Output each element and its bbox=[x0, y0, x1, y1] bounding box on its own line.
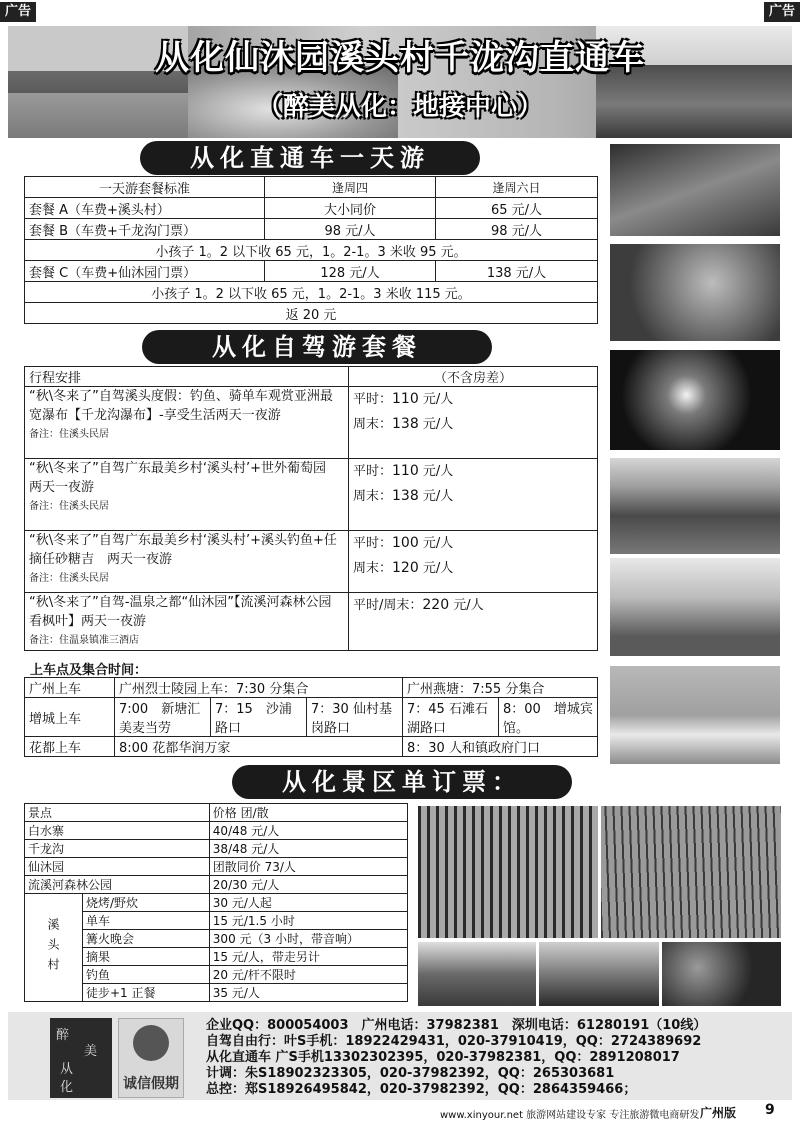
table-row bbox=[25, 804, 408, 822]
package-name: 套餐 B（车费+千龙沟门票） bbox=[25, 219, 265, 240]
spot-name: 白水寨 bbox=[25, 822, 210, 840]
header-cell: 逢周六日 bbox=[436, 177, 598, 198]
column-header: （不含房差） bbox=[349, 367, 598, 387]
activity-name: 徒步+1 正餐 bbox=[83, 984, 210, 1002]
price-cell: 98 元/人 bbox=[436, 219, 598, 240]
table-row bbox=[25, 930, 408, 948]
contact-line: 自驾自由行：叶S手机：18922429431，020-37910419，QQ：2724389692 bbox=[206, 1034, 702, 1049]
daytrip-table bbox=[24, 176, 598, 324]
activity-price: 300 元（3 小时，带音响） bbox=[209, 930, 407, 948]
child-note: 小孩子 1。2 以下收 65 元，1。2-1。3 米收 115 元。 bbox=[25, 282, 598, 303]
section-title-tickets: 从化景区单订票： bbox=[232, 765, 572, 799]
itinerary-note: 备注：住溪头民居 bbox=[29, 501, 109, 512]
banner bbox=[8, 26, 792, 138]
refund-note: 返 20 元 bbox=[25, 303, 598, 324]
site-line: www.xinyour.net 旅游网站建设专家 专注旅游微电商研发 bbox=[440, 1110, 700, 1121]
table-row: “秋\冬来了”自驾广东最美乡村‘溪头村’+世外葡萄园 两天一夜游 备注：住溪头民居 平时：110 元/人 周末：138 元/人 bbox=[25, 459, 598, 531]
table-row bbox=[25, 678, 598, 698]
spot-price: 团散同价 73/人 bbox=[209, 858, 407, 876]
activity-name: 钓鱼 bbox=[83, 966, 210, 984]
pickup-title: 上车点及集合时间： bbox=[30, 663, 148, 678]
pickup-point: 8:00 花都华润万家 bbox=[115, 737, 403, 757]
logo-text: 诚信假期 bbox=[123, 1076, 179, 1092]
section-title-daytrip: 从化直通车一天游 bbox=[140, 141, 480, 175]
itinerary-desc: “秋\冬来了”自驾溪头度假：钓鱼、骑单车观赏亚洲最宽瀑布【千龙沟瀑布】-享受生活两天一夜游 bbox=[29, 389, 333, 423]
table-row bbox=[25, 876, 408, 894]
price-cell: 大小同价 bbox=[265, 198, 436, 219]
pickup-point: 7：45 石滩石湖路口 bbox=[403, 698, 499, 737]
table-row bbox=[25, 894, 408, 912]
town-photo bbox=[539, 942, 659, 1006]
activity-price: 15 元/人，带走另计 bbox=[209, 948, 407, 966]
bridge-photo bbox=[610, 144, 780, 236]
price-cell: 65 元/人 bbox=[436, 198, 598, 219]
header-cell: 逢周四 bbox=[265, 177, 436, 198]
table-row bbox=[25, 261, 598, 282]
pickup-point: 广州燕塘：7:55 分集合 bbox=[403, 678, 598, 698]
edition-label: 广州版 bbox=[700, 1106, 737, 1120]
banner-subtitle: （醉美从化：地接中心） bbox=[256, 92, 543, 122]
village-label: 溪头村 bbox=[25, 894, 83, 1002]
room-photo bbox=[610, 666, 780, 764]
table-row bbox=[25, 737, 598, 757]
price-cell: 128 元/人 bbox=[265, 261, 436, 282]
section-title-selfdrive: 从化自驾游套餐 bbox=[142, 330, 492, 364]
column-header: 景点 bbox=[25, 804, 210, 822]
contact-line: 从化直通车 广S手机13302302395，020-37982381，QQ：2891208017 bbox=[206, 1050, 680, 1065]
spot-name: 千龙沟 bbox=[25, 840, 210, 858]
table-row bbox=[25, 698, 598, 737]
tickets-table bbox=[24, 803, 408, 1002]
contact-lines bbox=[206, 1018, 706, 1098]
table-row bbox=[25, 240, 598, 261]
picking-photo bbox=[610, 244, 780, 341]
pickup-city: 广州上车 bbox=[25, 678, 115, 698]
table-row bbox=[25, 198, 598, 219]
contact-footer bbox=[8, 1012, 792, 1100]
activity-name: 篝火晚会 bbox=[83, 930, 210, 948]
contact-line: 计调：朱S18902323305，020-37982392，QQ：265303681 bbox=[206, 1066, 615, 1081]
table-row bbox=[25, 840, 408, 858]
activity-price: 20 元/杆不限时 bbox=[209, 966, 407, 984]
table-row bbox=[25, 948, 408, 966]
pickup-point: 7：30 仙村基岗路口 bbox=[307, 698, 403, 737]
contact-line: 企业QQ：800054003 广州电话：37982381 深圳电话：61280191（10线） bbox=[206, 1018, 707, 1033]
itinerary-desc-2: 两天一夜游 bbox=[29, 480, 95, 495]
bamboo-photo-2 bbox=[601, 806, 781, 938]
activity-name: 单车 bbox=[83, 912, 210, 930]
hotel-photo bbox=[610, 558, 780, 656]
pickup-table bbox=[24, 677, 598, 757]
spot-price: 20/30 元/人 bbox=[209, 876, 407, 894]
table-row bbox=[25, 303, 598, 324]
activity-name: 烧烤/野炊 bbox=[83, 894, 210, 912]
pickup-point: 8：00 增城宾馆。 bbox=[499, 698, 598, 737]
activity-price: 30 元/人起 bbox=[209, 894, 407, 912]
header-cell: 一天游套餐标准 bbox=[25, 177, 265, 198]
zuimei-logo: 醉 美 从 化 bbox=[50, 1018, 112, 1098]
table-row bbox=[25, 984, 408, 1002]
bamboo-photo-1 bbox=[418, 806, 598, 938]
table-row bbox=[25, 219, 598, 240]
table-row: “秋\冬来了”自驾-温泉之都“仙沐园”【流溪河森林公园看枫叶】两天一夜游 备注：住温泉镇准三酒店 平时/周末：220 元/人 bbox=[25, 593, 598, 651]
column-header: 价格 团/散 bbox=[209, 804, 407, 822]
itinerary-desc: “秋\冬来了”自驾广东最美乡村‘溪头村’+溪头钓鱼+任摘任砂糖吉 两天一夜游 bbox=[29, 533, 337, 567]
spot-name: 流溪河森林公园 bbox=[25, 876, 210, 894]
pickup-city: 增城上车 bbox=[25, 698, 115, 737]
village-house-photo bbox=[418, 942, 536, 1006]
itinerary-desc: “秋\冬来了”自驾-温泉之都“仙沐园”【流溪河森林公园看枫叶】两天一夜游 bbox=[29, 595, 332, 629]
table-row bbox=[25, 912, 408, 930]
vineyard-photo bbox=[610, 458, 780, 554]
package-name: 套餐 C（车费+仙沐园门票） bbox=[25, 261, 265, 282]
table-row: “秋\冬来了”自驾广东最美乡村‘溪头村’+溪头钓鱼+任摘任砂糖吉 两天一夜游 备注：住溪头民居 平时：100 元/人 周末：120 元/人 bbox=[25, 531, 598, 593]
child-note: 小孩子 1。2 以下收 65 元，1。2-1。3 米收 95 元。 bbox=[25, 240, 598, 261]
pickup-point: 8：30 人和镇政府门口 bbox=[403, 737, 598, 757]
itinerary-desc: “秋\冬来了”自驾广东最美乡村‘溪头村’+世外葡萄园 bbox=[29, 461, 327, 476]
pickup-point: 7:00 新塘汇美麦当劳 bbox=[115, 698, 211, 737]
pickup-city: 花都上车 bbox=[25, 737, 115, 757]
table-row bbox=[25, 822, 408, 840]
pickup-point: 广州烈士陵园上车：7:30 分集合 bbox=[115, 678, 403, 698]
bonfire-photo bbox=[610, 350, 780, 450]
itinerary-note: 备注：住温泉镇准三酒店 bbox=[29, 635, 139, 646]
pickup-point: 7：15 沙浦路口 bbox=[211, 698, 307, 737]
price-cell: 98 元/人 bbox=[265, 219, 436, 240]
page-number: 9 bbox=[765, 1102, 775, 1118]
ad-label-left: 广告 bbox=[0, 2, 36, 22]
itinerary-note: 备注：住溪头民居 bbox=[29, 573, 109, 584]
fruit-photo bbox=[662, 942, 781, 1006]
ad-label-right: 广告 bbox=[764, 2, 800, 22]
price-cell: 138 元/人 bbox=[436, 261, 598, 282]
contact-line: 总控：郑S18926495842，020-37982392，QQ：2864359466； bbox=[206, 1082, 637, 1097]
swirl-icon bbox=[133, 1025, 169, 1061]
selfdrive-table bbox=[24, 366, 598, 651]
activity-price: 15 元/1.5 小时 bbox=[209, 912, 407, 930]
table-row bbox=[25, 367, 598, 387]
activity-price: 35 元/人 bbox=[209, 984, 407, 1002]
column-header: 行程安排 bbox=[25, 367, 349, 387]
table-row: “秋\冬来了”自驾溪头度假：钓鱼、骑单车观赏亚洲最宽瀑布【千龙沟瀑布】-享受生活两天一夜游 备注：住溪头民居 平时：110 元/人 周末：138 元/人 bbox=[25, 387, 598, 459]
table-row bbox=[25, 966, 408, 984]
spot-price: 40/48 元/人 bbox=[209, 822, 407, 840]
itinerary-note: 备注：住溪头民居 bbox=[29, 429, 109, 440]
spot-price: 38/48 元/人 bbox=[209, 840, 407, 858]
table-row bbox=[25, 177, 598, 198]
package-name: 套餐 A（车费+溪头村） bbox=[25, 198, 265, 219]
chengxin-logo bbox=[118, 1018, 184, 1098]
activity-name: 摘果 bbox=[83, 948, 210, 966]
table-row bbox=[25, 282, 598, 303]
spot-name: 仙沐园 bbox=[25, 858, 210, 876]
table-row bbox=[25, 858, 408, 876]
banner-title: 从化仙沐园溪头村千泷沟直通车 bbox=[155, 38, 645, 78]
